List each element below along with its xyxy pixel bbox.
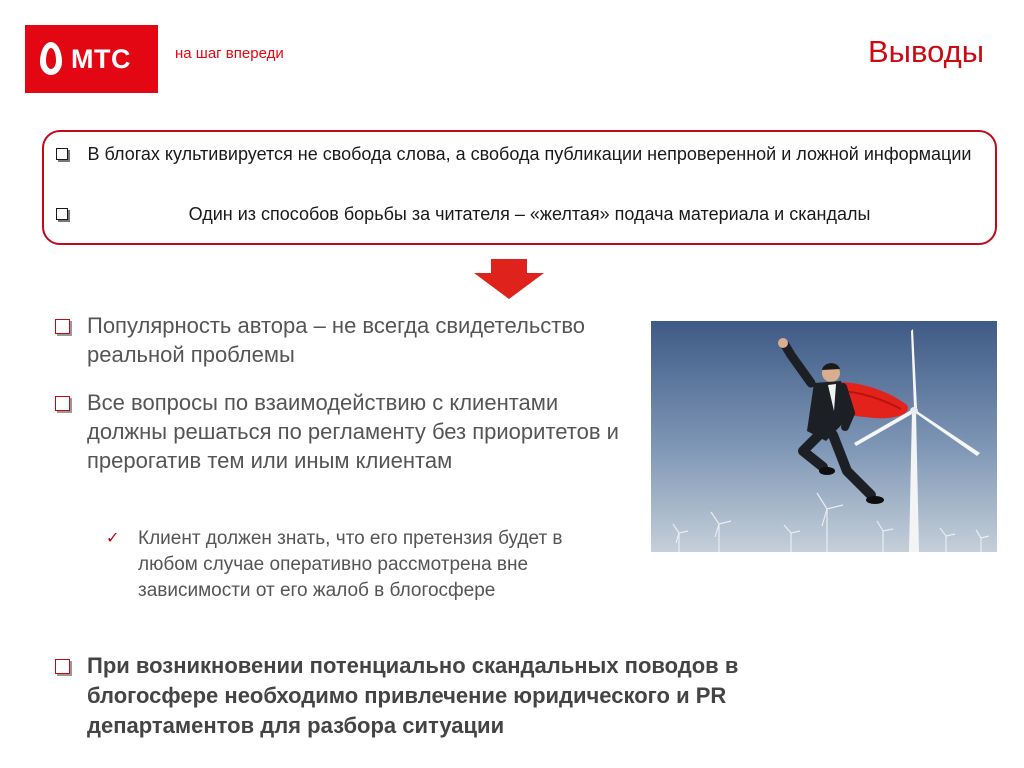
slogan: на шаг впереди — [175, 45, 284, 62]
down-arrow-icon — [474, 259, 544, 299]
checkbox-square-icon — [56, 208, 68, 220]
summary-item-text: Один из способов борьбы за читателя – «желтая» подача материала и скандалы — [188, 204, 871, 224]
logo-text: МТС — [71, 44, 131, 74]
summary-item-text: В блогах культивируется не свобода слова, а свобода публикации непроверенной и ложной информации — [87, 144, 972, 164]
egg-icon — [40, 42, 62, 75]
checkmark-icon: ✓ — [106, 530, 120, 547]
list-item-text: При возникновении потенциально скандальных поводов в блогосфере необходимо привлечение юридического и PR департаментов для разбора ситуации — [87, 653, 739, 738]
superhero-businessman-photo — [651, 321, 997, 552]
checkbox-square-icon — [55, 396, 70, 411]
summary-box — [42, 130, 997, 245]
checkbox-square-icon — [56, 148, 68, 160]
summary-item — [56, 142, 983, 166]
checkbox-square-icon — [55, 319, 70, 334]
sub-list-item — [106, 526, 626, 604]
summary-item — [56, 202, 983, 226]
list-item-text: Все вопросы по взаимодействию с клиентами должны решаться по регламенту без приоритетов и прерогатив тем или иным клиентам — [87, 390, 619, 473]
list-item-bold — [55, 651, 875, 741]
slide-title: Выводы — [867, 34, 984, 69]
list-item — [55, 311, 625, 369]
mts-logo — [25, 25, 158, 93]
checkbox-square-icon — [55, 659, 70, 674]
list-item-text: Популярность автора – не всегда свидетельство реальной проблемы — [87, 313, 586, 367]
list-item — [55, 388, 625, 475]
sub-list-item-text: Клиент должен знать, что его претензия будет в любом случае оперативно рассмотрена вне зависимости от его жалоб в блогосфере — [138, 528, 563, 601]
